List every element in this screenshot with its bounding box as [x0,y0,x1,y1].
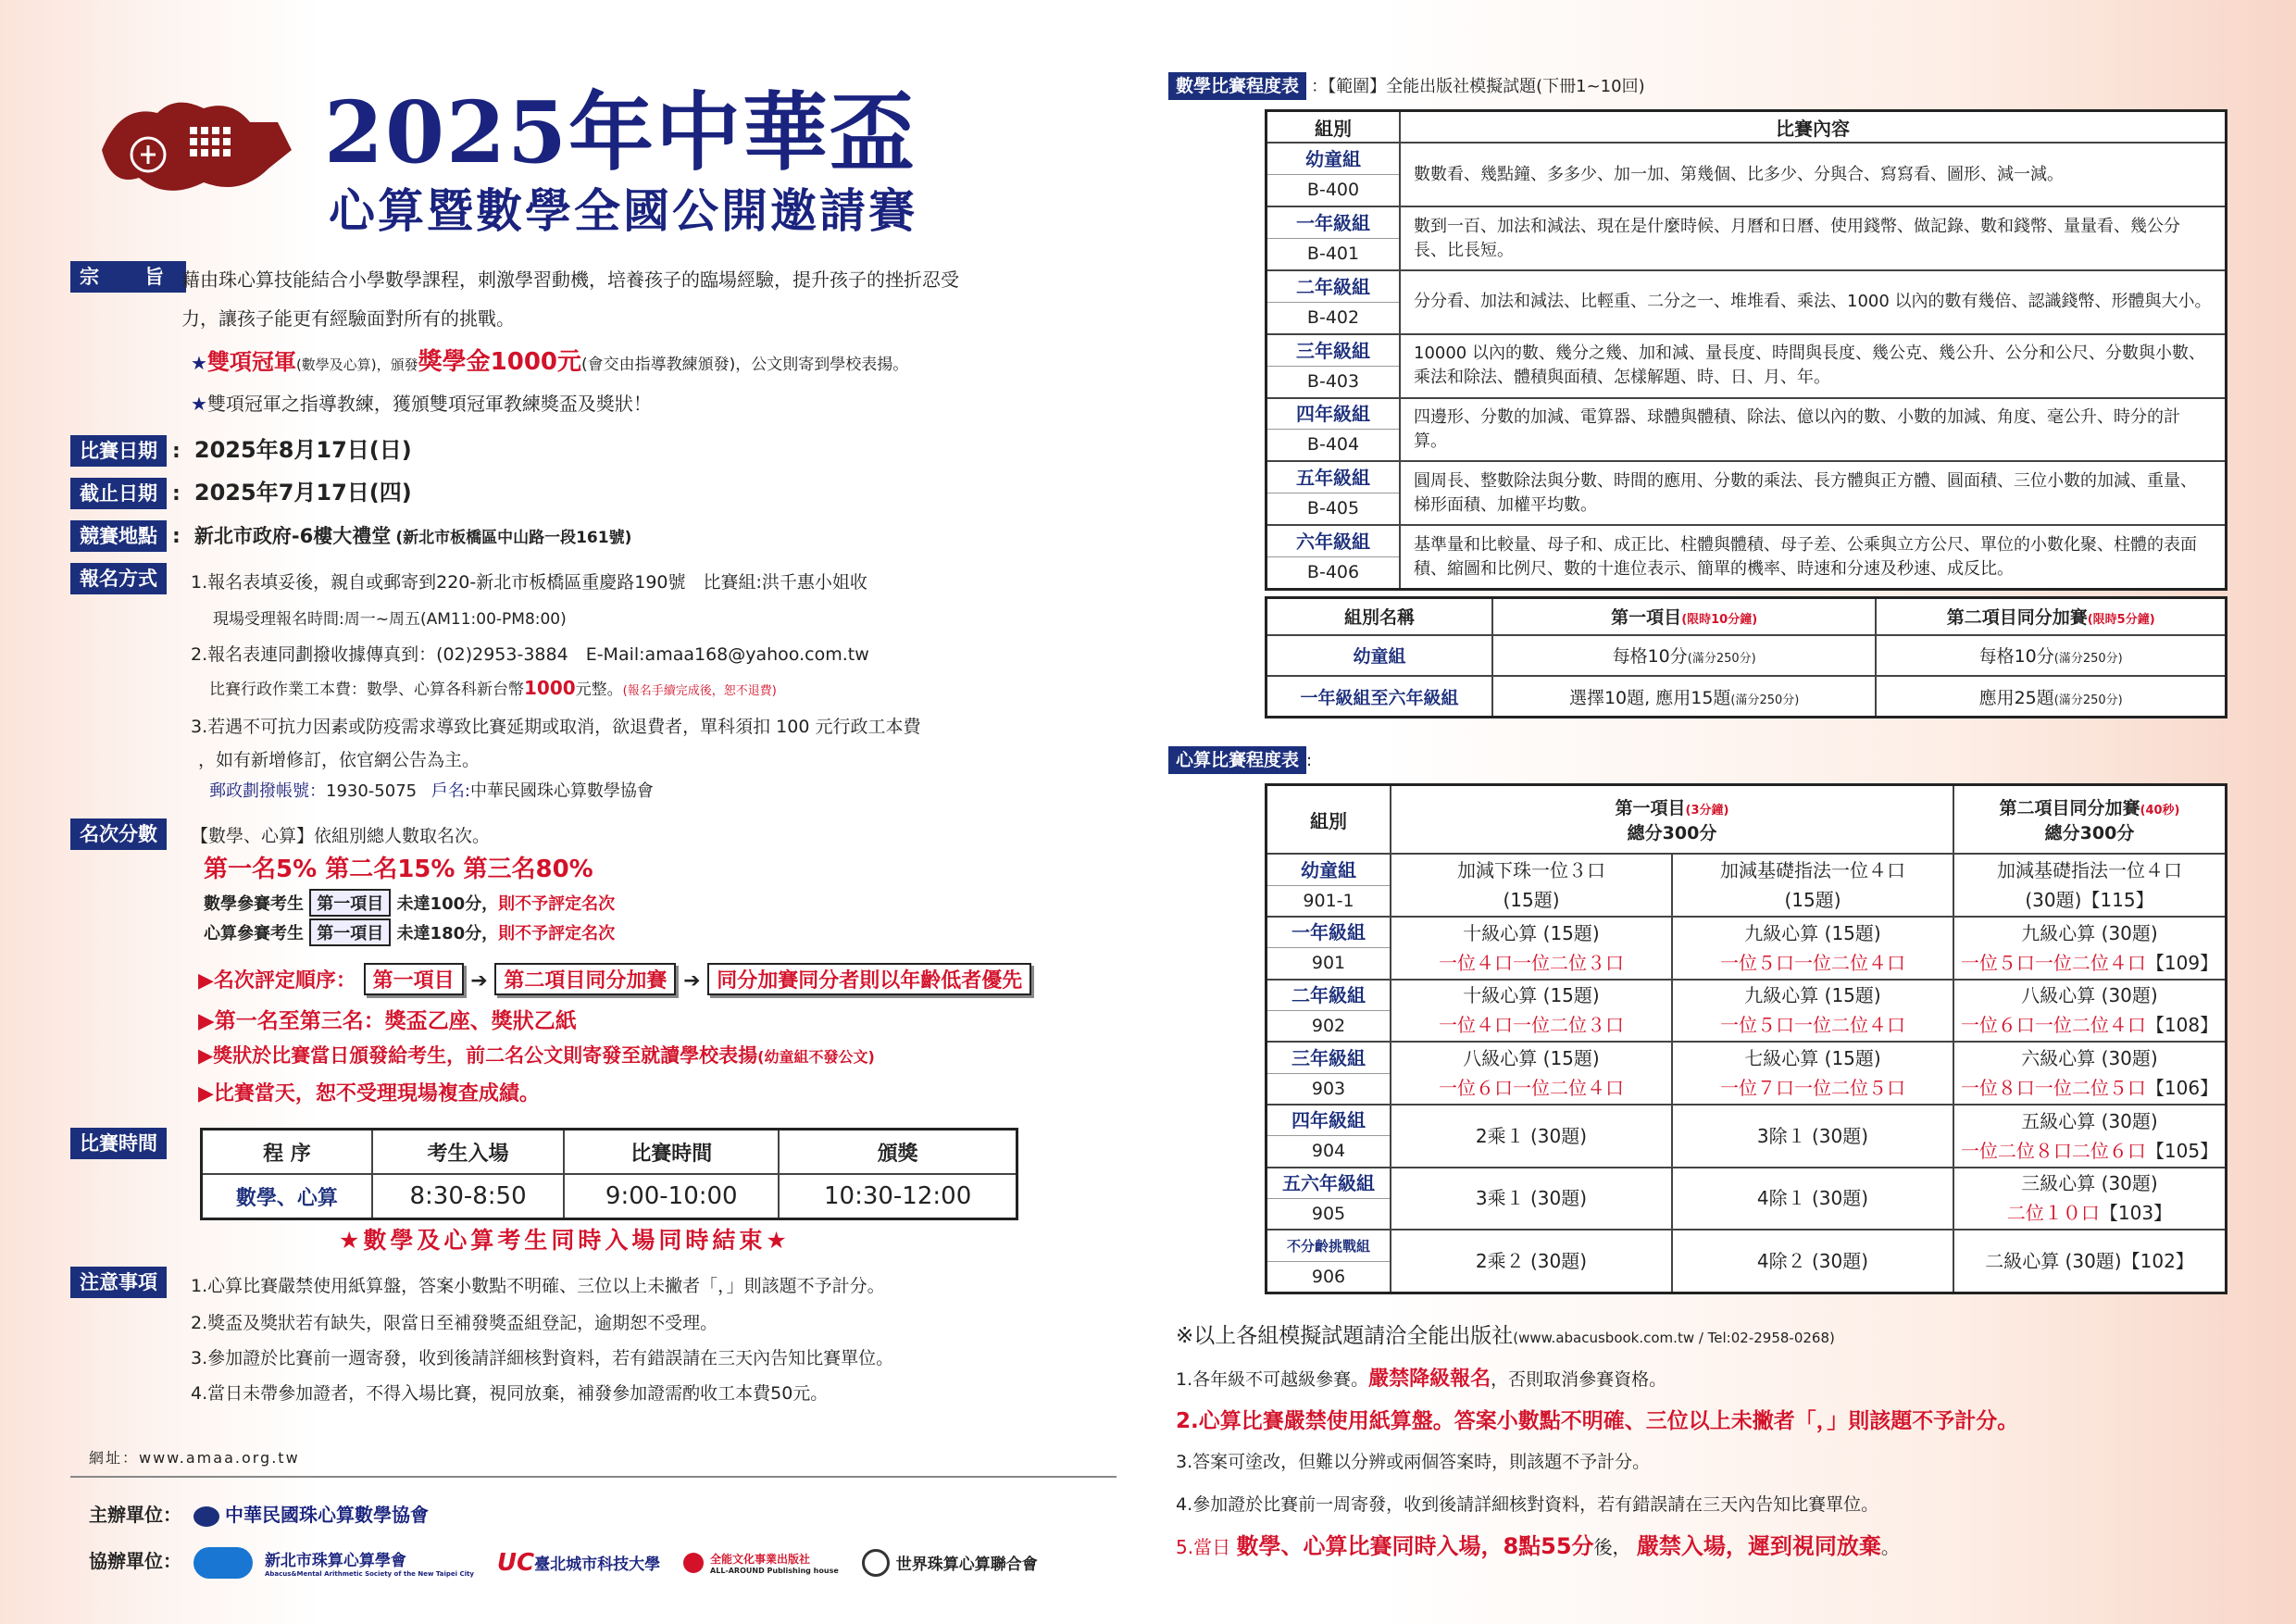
ranking-prize: ▶第一名至第三名：獎盃乙座、獎狀乙紙 [198,1009,577,1033]
mental-group-code: 903 [1311,1078,1346,1099]
page-title: 2025年中華盃 [324,82,917,182]
mental-group-cell [1267,980,1391,1043]
mental-cell [1391,1168,1672,1230]
mental-cell-line: 一位４口一位二位３口 [1439,951,1624,974]
mental-group-code: 905 [1311,1203,1346,1224]
mental-cell-line: 2乘１ (30題) [1475,1124,1588,1147]
score-header: 組別名稱 [1267,598,1493,635]
mental-table [1265,783,2227,1294]
mental-cell-line: 一位７口一位二位５口 [1720,1077,1905,1100]
mental-cell [1953,980,2227,1043]
schedule-header: 程 序 [202,1130,372,1175]
mental-cell-line: 十級心算 (15題) [1463,984,1600,1007]
purpose-star1: ★雙項冠軍(數學及心算)，頒發獎學金1000元(會交由指導教練頒發)，公文則寄到學校表揚。 [191,348,909,376]
math-row [1267,398,2227,462]
co1-logo-icon [193,1547,253,1579]
mental-group-name: 四年級組 [1267,1106,1390,1136]
mental-cell-line: 五級心算 (30題) [2021,1109,2158,1132]
notes-label: 注意事項 [70,1267,167,1298]
math-group-cell [1267,270,1401,334]
mental-group-name: 三年級組 [1267,1043,1390,1074]
mental-group-code: 902 [1311,1015,1346,1036]
ranking-line1: 【數學、心算】依組別總人數取名次。 [191,826,491,846]
mental-cell [1953,1042,2227,1105]
schedule-cell: 數學、心算 [202,1174,372,1219]
schedule-note: ★數學及心算考生同時入場同時結束★ [339,1227,791,1254]
mental-group-name: 一年級組 [1267,918,1390,948]
schedule-cell: 10:30-12:00 [779,1174,1017,1219]
mental-cell [1672,854,1953,917]
mental-cell-line: 一位５口一位二位４口 [1720,951,1905,974]
mental-cell-line: 八級心算 (30題) [2021,984,2158,1007]
mental-row [1267,854,2227,917]
mental-cell [1672,1105,1953,1168]
math-row [1267,270,2227,334]
mental-col-header: 組別 [1267,785,1391,855]
mental-cell [1672,980,1953,1043]
date-value: 2025年8月17日(日) [193,437,412,463]
mental-cell [1391,1042,1672,1105]
mental-cell [1953,1230,2227,1293]
math-group-code: B-401 [1306,244,1360,265]
mental-cell-line: 加減基礎指法一位４口 [1720,859,1905,882]
signup-label: 報名方式 [70,563,167,594]
mental-cell-line: 4除２ (30題) [1756,1250,1869,1273]
mental-group-cell [1267,854,1391,917]
coorganizer-row: 協辦單位： 新北市珠算心算學會 Abacus&Mental Arithmetic Society of the New Taipei City UC臺北城市科技大學 全能文化事業出版社 ALL-AROUND Publishing house 世界珠算心算聯合會 [89,1548,1038,1578]
page-subtitle: 心算暨數學全國公開邀請賽 [329,184,917,238]
schedule-cell: 9:00-10:00 [564,1174,779,1219]
mental-group-code: 904 [1311,1141,1346,1162]
mental-cell [1953,1168,2227,1230]
mental-cell-line: 加減基礎指法一位４口 [1997,859,2182,882]
mental-cell [1672,1230,1953,1293]
mental-cell [1953,917,2227,980]
mental-group-name: 幼童組 [1267,856,1390,886]
math-group-name: 六年級組 [1267,527,1399,557]
mental-group-cell [1267,1168,1391,1230]
mental-cell [1391,980,1672,1043]
rule-2: 2.心算比賽嚴禁使用紙算盤。答案小數點不明確、三位以上未撇者「，」則該題不予計分。 [1176,1409,2019,1433]
math-group-name: 五年級組 [1267,463,1399,493]
ranking-no-recheck: ▶比賽當天，恕不受理現場複查成績。 [198,1082,540,1106]
mental-cell-line: (15題) [1784,889,1841,912]
math-content-cell: 分分看、加法和減法、比輕重、二分之一、堆堆看、乘法、1000 以內的數有幾倍、認識錢幣、形體與大小。 [1400,270,2227,334]
score-cell: 每格10分(滿分250分) [1876,635,2226,676]
notes-item: 2.獎盃及獎狀若有缺失，限當日至補發獎盃組登記，逾期恕不受理。 [191,1313,718,1333]
math-row [1267,334,2227,398]
math-group-code: B-400 [1306,180,1360,201]
ranking-order: ▶名次評定順序： 第一項目 ➔ 第二項目同分加賽 ➔ 同分加賽同分者則以年齡低者優先 [198,963,1031,995]
math-col-header: 比賽內容 [1400,111,2227,144]
ranking-math-rule: 數學參賽考生 第一項目 未達100分，則不予評定名次 [204,889,615,917]
math-content-cell: 數到一百、加法和減法、現在是什麼時候、月曆和日曆、使用錢幣、做記錄、數和錢幣、量量看、幾公分長、比長短。 [1400,206,2227,270]
dragon-logo-icon [93,85,306,206]
mental-cell-line: 一位６口一位二位４口 [1439,1077,1624,1100]
mental-cell-line: 2乘２ (30題) [1475,1250,1588,1273]
signup-line4: 比賽行政作業工本費：數學、心算各科新台幣1000元整。(報名手續完成後，恕不退費) [209,677,777,699]
score-header: 第二項目同分加賽(限時5分鐘) [1876,598,2226,635]
math-content-cell: 數數看、幾點鐘、多多少、加一加、第幾個、比多少、分與合、寫寫看、圖形、減一減。 [1400,143,2227,206]
math-content-cell: 四邊形、分數的加減、電算器、球體與體積、除法、億以內的數、小數的加減、角度、毫公升、時分的計算。 [1400,398,2227,462]
math-group-cell [1267,525,1401,589]
mental-cell-line: 一位二位８口二位６口【105】 [1960,1139,2219,1162]
association-logo-icon [193,1506,219,1527]
mental-cell-line: 二級心算 (30題)【102】 [1985,1250,2194,1273]
score-group: 一年級組至六年級組 [1267,676,1493,717]
mental-row [1267,1105,2227,1168]
mental-cell [1391,1105,1672,1168]
mental-group-code: 901-1 [1303,890,1354,911]
math-group-cell [1267,206,1401,270]
mental-cell-line: 二位１０口【103】 [2006,1202,2173,1225]
mental-cell [1672,1168,1953,1230]
rule-3: 3.答案可塗改，但難以分辨或兩個答案時，則該題不予計分。 [1176,1452,1651,1472]
mental-cell-line: 六級心算 (30題) [2021,1047,2158,1070]
mental-cell-line: 一位５口一位二位４口【109】 [1960,951,2219,974]
purpose-label: 宗 旨 [70,261,186,293]
math-group-code: B-402 [1306,306,1360,328]
mental-cell-line: 一位６口一位二位４口【108】 [1960,1014,2219,1037]
notes-item: 1.心算比賽嚴禁使用紙算盤，答案小數點不明確、三位以上未撇者「，」則該題不予計分。 [191,1276,885,1296]
mental-group-name: 五六年級組 [1267,1168,1390,1199]
mental-group-name: 不分齡挑戰組 [1267,1231,1390,1262]
footer-divider [70,1476,1117,1478]
mental-row [1267,917,2227,980]
mental-group-cell [1267,917,1391,980]
schedule-table [200,1128,1018,1220]
mental-header: 心算比賽程度表 : [1168,746,1312,774]
math-col-header: 組別 [1267,111,1401,144]
signup-line2: 現場受理報名時間:周一~周五(AM11:00-PM8:00) [213,610,567,629]
mental-cell-line: 八級心算 (15題) [1463,1047,1600,1070]
mental-col-header: 第二項目同分加賽(40秒) 總分300分 [1953,785,2227,855]
signup-line6: ，如有新增修訂，依官網公告為主。 [198,750,480,770]
mental-cell-line: 九級心算 (30題) [2021,921,2158,944]
schedule-header: 頒獎 [779,1130,1017,1175]
score-header: 第一項目(限時10分鐘) [1492,598,1876,635]
math-group-code: B-403 [1306,370,1360,392]
mental-cell-line: (15題) [1503,889,1560,912]
math-content-cell: 10000 以內的數、幾分之幾、加和減、量長度、時間與長度、幾公克、幾公升、公分和公尺、分數與小數、乘法和除法、體積與面積、怎樣解題、時、日、月、年。 [1400,334,2227,398]
schedule-header: 考生入場 [372,1130,564,1175]
score-cell: 每格10分(滿分250分) [1492,635,1876,676]
signup-line5: 3.若遇不可抗力因素或防疫需求導致比賽延期或取消，欲退費者，單科須扣 100 元行政工本費 [191,717,921,737]
math-group-cell [1267,334,1401,398]
math-row [1267,206,2227,270]
mental-cell-line: 七級心算 (15題) [1744,1047,1881,1070]
math-row [1267,461,2227,525]
math-group-code: B-406 [1306,562,1360,583]
math-content-cell: 圓周長、整數除法與分數、時間的應用、分數的乘法、長方體與正方體、圓面積、三位小數的加減、重量、梯形面積、加權平均數。 [1400,461,2227,525]
schedule-cell: 8:30-8:50 [372,1174,564,1219]
ranking-label: 名次分數 [70,818,167,850]
mental-cell-line: 十級心算 (15題) [1463,921,1600,944]
rule-4: 4.參加證於比賽前一周寄發，收到後請詳細核對資料，若有錯誤請在三天內告知比賽單位。 [1176,1494,1879,1515]
math-group-cell [1267,461,1401,525]
math-group-name: 一年級組 [1267,208,1399,239]
mental-cell [1953,854,2227,917]
mental-cell-line: (30題)【115】 [2025,889,2154,912]
math-group-name: 幼童組 [1267,144,1399,175]
mental-cell-line: 九級心算 (15題) [1744,921,1881,944]
math-group-name: 二年級組 [1267,272,1399,303]
mental-cell-line: 加減下珠一位３口 [1457,859,1605,882]
host-row: 主辦單位： 中華民國珠心算數學協會 [89,1504,429,1526]
mental-group-code: 906 [1311,1266,1346,1287]
math-row [1267,525,2227,589]
mental-cell [1672,917,1953,980]
website[interactable]: 網址：www.amaa.org.tw [89,1449,300,1467]
rule-1: 1.各年級不可越級參賽。嚴禁降級報名，否則取消參賽資格。 [1176,1368,1667,1391]
mental-row [1267,980,2227,1043]
mental-cell [1953,1105,2227,1168]
math-group-name: 三年級組 [1267,336,1399,367]
mental-cell [1391,854,1672,917]
mental-group-cell [1267,1042,1391,1105]
ranking-mental-rule: 心算參賽考生 第一項目 未達180分，則不予評定名次 [204,918,615,946]
mental-col-header: 第一項目(3分鐘) 總分300分 [1391,785,1953,855]
federation-logo-icon [862,1549,890,1577]
schedule-label: 比賽時間 [70,1128,167,1159]
mental-group-cell [1267,1230,1391,1293]
signup-line7: 郵政劃撥帳號：1930-5075 戶名:中華民國珠心算數學協會 [209,781,654,801]
mental-cell-line: 4除１ (30題) [1756,1187,1869,1210]
mental-cell [1391,917,1672,980]
publisher-note: ※以上各組模擬試題請洽全能出版社(www.abacusbook.com.tw / Tel:02-2958-0268) [1176,1324,1835,1348]
score-cell: 選擇10題, 應用15題(滿分250分) [1492,676,1876,717]
mental-cell-line: 九級心算 (15題) [1744,984,1881,1007]
ranking-certificate: ▶獎狀於比賽當日頒發給考生，前二名公文則寄發至就讀學校表揚(幼童組不發公文) [198,1044,875,1067]
math-row [1267,143,2227,206]
mental-cell-line: 3除１ (30題) [1756,1124,1869,1147]
math-content-table [1265,109,2227,591]
purpose-line1: 藉由珠心算技能結合小學數學課程，刺激學習動機，培養孩子的臨場經驗，提升孩子的挫折忍受 [181,269,959,291]
score-cell: 應用25題(滿分250分) [1876,676,2226,717]
notes-item: 3.參加證於比賽前一週寄發，收到後請詳細核對資料，若有錯誤請在三天內告知比賽單位。 [191,1348,894,1368]
university-logo-icon: UC [496,1548,535,1577]
math-group-code: B-405 [1306,498,1360,519]
math-header: 數學比賽程度表 ：【範圍】全能出版社模擬試題(下冊1~10回) [1168,72,1645,100]
schedule-header: 比賽時間 [564,1130,779,1175]
deadline-value: 2025年7月17日(四) [193,480,412,506]
math-score-table [1265,596,2227,718]
mental-row [1267,1168,2227,1230]
notes-item: 4.當日未帶參加證者，不得入場比賽，視同放棄，補發參加證需酌收工本費50元。 [191,1383,829,1404]
mental-cell [1391,1230,1672,1293]
signup-line3: 2.報名表連同劃撥收據傳真到：(02)2953-3884 E-Mail:amaa168@yahoo.com.tw [191,644,869,665]
mental-cell-line: 3乘１ (30題) [1475,1187,1588,1210]
rule-5: 5.當日 數學、心算比賽同時入場，8點55分後， 嚴禁入場，遲到視同放棄。 [1176,1533,1900,1559]
mental-row [1267,1042,2227,1105]
mental-group-cell [1267,1105,1391,1168]
purpose-line2: 力，讓孩子能更有經驗面對所有的挑戰。 [181,307,515,330]
publisher-logo-icon [683,1553,704,1573]
signup-line1: 1.報名表填妥後，親自或郵寄到220-新北市板橋區重慶路190號 比賽組:洪千惠小姐收 [191,572,867,593]
mental-cell-line: 一位８口一位二位５口【106】 [1960,1077,2219,1100]
score-group: 幼童組 [1267,635,1493,676]
mental-row [1267,1230,2227,1293]
mental-cell-line: 三級心算 (30題) [2021,1172,2158,1195]
math-group-name: 四年級組 [1267,399,1399,430]
math-content-cell: 基準量和比較量、母子和、成正比、柱體與體積、母子差、公乘與立方公尺、單位的小數化聚、柱體的表面積、縮圖和比例尺、數的十進位表示、簡單的機率、時速和分速及秒速、成反比。 [1400,525,2227,589]
ranking-percent: 第一名5% 第二名15% 第三名80% [204,856,593,883]
math-group-cell [1267,398,1401,462]
mental-cell [1672,1042,1953,1105]
mental-group-code: 901 [1311,953,1346,974]
math-group-code: B-404 [1306,434,1360,456]
mental-group-name: 二年級組 [1267,981,1390,1011]
purpose-star2: ★雙項冠軍之指導教練，獲頒雙項冠軍教練獎盃及獎狀！ [191,393,652,415]
math-group-cell [1267,143,1401,206]
mental-cell-line: 一位５口一位二位４口 [1720,1014,1905,1037]
date-row: 比賽日期 : 2025年8月17日(日) [70,431,412,467]
deadline-row: 截止日期 : 2025年7月17日(四) [70,474,412,509]
mental-cell-line: 一位４口一位二位３口 [1439,1014,1624,1037]
venue-row: 競賽地點 : 新北市政府-6樓大禮堂 (新北市板橋區中山路一段161號) [70,520,631,552]
